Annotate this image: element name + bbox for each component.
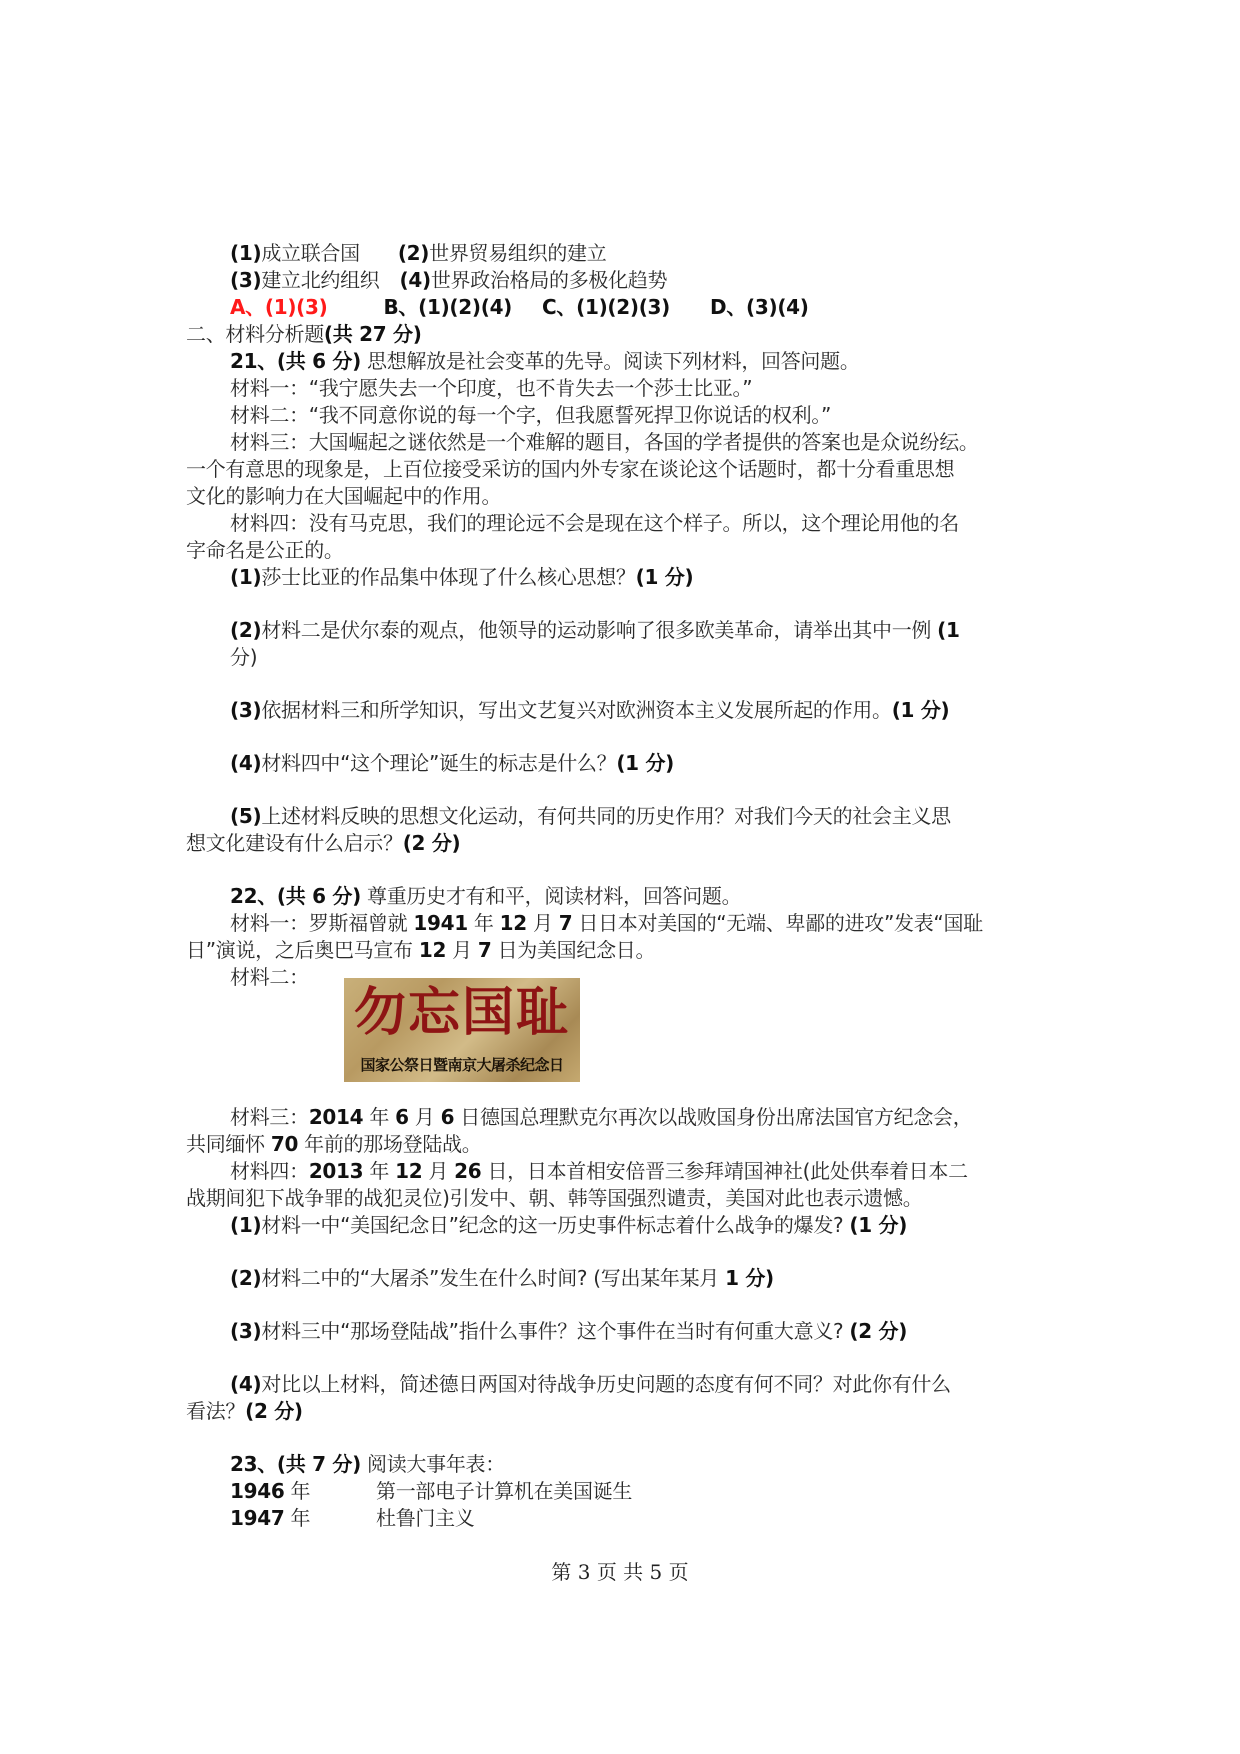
q21-material-4-line-2: 字命名是公正的。 [186, 538, 344, 562]
memorial-poster-image [344, 978, 580, 1082]
question-number: 21、(共 6 分) [230, 349, 361, 373]
q22-sub-3 [186, 1318, 1066, 1345]
section-score: (共 27 分) [323, 322, 422, 346]
text: 年 [363, 1159, 396, 1183]
q21-sub-4 [186, 750, 1066, 777]
month: 12 [395, 1159, 423, 1183]
text: 月 [446, 938, 478, 962]
option-number: (4) [399, 268, 431, 292]
q21-material-4-line-1: 材料四：没有马克思，我们的理论远不会是现在这个样子。所以，这个理论用他的名 [230, 511, 959, 535]
sub-number: (4) [230, 751, 262, 775]
option-text: 世界贸易组织的建立 [429, 241, 607, 265]
text: 日日本对美国的“无端、卑鄙的进攻”发表“国耻 [572, 911, 983, 935]
choice-c: C、(1)(2)(3) [542, 295, 671, 319]
q21-material-3-line-1: 材料三：大国崛起之谜依然是一个难解的题目，各国的学者提供的答案也是众说纷纭。 [230, 430, 979, 454]
sub-number: (1) [230, 1213, 262, 1237]
sub-score: (2 分) [245, 1399, 303, 1423]
text: 月 [422, 1159, 455, 1183]
q22-material-1-line-1 [186, 910, 1066, 937]
sub-text: 莎士比亚的作品集中体现了什么核心思想？ [261, 565, 636, 589]
page-number-footer: 第 3 页 共 5 页 [551, 1560, 689, 1584]
option-text: 建立北约组织 [261, 268, 380, 292]
sub-score: (1 [937, 618, 960, 642]
sub-text: 材料二是伏尔泰的观点，他领导的运动影响了很多欧美革命，请举出其中一例 [261, 618, 938, 642]
option-text: 世界政治格局的多极化趋势 [430, 268, 668, 292]
sub-score: (1 分) [891, 698, 950, 722]
q21-material-2: 材料二：“我不同意你说的每一个字，但我愿誓死捍卫你说话的权利。” [230, 403, 832, 427]
sub-text: 材料一中“美国纪念日”纪念的这一历史事件标志着什么战争的爆发? [261, 1213, 850, 1237]
sub-number: (2) [230, 1266, 262, 1290]
q21-material-3-line-3: 文化的影响力在大国崛起中的作用。 [186, 484, 502, 508]
text: 日为美国纪念日。 [491, 938, 656, 962]
q21-sub-5-cont [186, 830, 1066, 857]
q22-heading [186, 883, 1066, 910]
sub-score: (2 分) [849, 1319, 908, 1343]
timeline-event: 第一部电子计算机在美国诞生 [376, 1479, 633, 1503]
q21-heading [186, 348, 1066, 375]
day: 6 [440, 1105, 455, 1129]
text: 年 [467, 911, 500, 935]
month: 6 [395, 1105, 409, 1129]
q20-option-line-1 [186, 240, 1066, 267]
q20-choices [186, 294, 1066, 321]
q22-sub-2 [186, 1265, 1066, 1292]
option-number: (2) [397, 241, 430, 265]
q21-sub-1 [186, 564, 1066, 591]
question-prompt: 阅读大事年表： [360, 1452, 505, 1476]
choice-a-answer: A、(1)(3) [230, 295, 328, 319]
q22-material-4-line-1 [186, 1158, 1066, 1185]
year: 2014 [308, 1105, 364, 1129]
text: 日，日本首相安倍晋三参拜靖国神社(此处供奉着日本二 [481, 1159, 968, 1183]
year: 2013 [308, 1159, 364, 1183]
sub-text: 依据材料三和所学知识，写出文艺复兴对欧洲资本主义发展所起的作用。 [261, 698, 892, 722]
month: 12 [418, 938, 447, 962]
number: 70 [270, 1132, 299, 1156]
sub-number: (1) [230, 565, 262, 589]
q22-sub-4-cont [186, 1398, 1066, 1425]
q21-sub-3 [186, 697, 1066, 724]
month: 12 [499, 911, 527, 935]
q21-sub-2-cont [186, 644, 1066, 671]
text: 月 [408, 1105, 441, 1129]
q21-material-1: 材料一：“我宁愿失去一个印度，也不肯失去一个莎士比亚。” [230, 376, 753, 400]
choice-b: B、(1)(2)(4) [383, 295, 513, 319]
text: 年 [363, 1105, 396, 1129]
timeline-year [230, 1505, 376, 1532]
text: 月 [526, 911, 559, 935]
text: 材料三： [230, 1105, 309, 1129]
q22-material-3-line-2 [186, 1131, 1066, 1158]
section-title [186, 321, 1066, 348]
q22-sub-1 [186, 1212, 1066, 1239]
sub-number: (5) [230, 804, 262, 828]
poster-title: 勿忘国耻 [353, 982, 570, 1043]
question-prompt: 尊重历史才有和平，阅读材料，回答问题。 [360, 884, 742, 908]
q22-material-4-line-2: 战期间犯下战争罪的战犯灵位)引发中、朝、韩等国强烈谴责，美国对此也表示遗憾。 [186, 1186, 923, 1210]
sub-text: 材料二中的“大屠杀”发生在什么时间? (写出某年某月 [261, 1266, 726, 1290]
sub-number: (4) [230, 1372, 262, 1396]
text: 日”演说，之后奥巴马宣布 [186, 938, 419, 962]
sub-text: 对比以上材料，简述德日两国对待战争历史问题的态度有何不同？对此你有什么 [261, 1372, 951, 1396]
sub-score: 1 分) [725, 1266, 774, 1290]
section-title-text: 二、材料分析题 [186, 322, 324, 346]
q21-sub-5 [186, 803, 1066, 830]
timeline-row [186, 1478, 1066, 1505]
sub-score: (1 分) [635, 565, 694, 589]
sub-text: 上述材料反映的思想文化运动，有何共同的历史作用？对我们今天的社会主义思 [261, 804, 951, 828]
q21-material-3-line-2: 一个有意思的现象是，上百位接受采访的国内外专家在谈论这个话题时，都十分看重思想 [186, 457, 955, 481]
timeline-event: 杜鲁门主义 [376, 1506, 475, 1530]
option-number: (3) [230, 268, 262, 292]
q21-sub-2 [186, 617, 1066, 644]
question-prompt: 思想解放是社会变革的先导。阅读下列材料，回答问题。 [360, 349, 860, 373]
question-number: 23、(共 7 分) [230, 1452, 361, 1476]
sub-text: 材料四中“这个理论”诞生的标志是什么？ [261, 751, 617, 775]
text: 共同缅怀 [186, 1132, 271, 1156]
sub-text: 看法？ [186, 1399, 246, 1423]
text: 年前的那场登陆战。 [298, 1132, 482, 1156]
q23-heading [186, 1451, 1066, 1478]
text: 材料一：罗斯福曾就 [230, 911, 414, 935]
unit: 年 [284, 1479, 311, 1503]
sub-text: 想文化建设有什么启示？ [186, 831, 403, 855]
option-text: 成立联合国 [261, 241, 360, 265]
text: 日德国总理默克尔再次以战败国身份出席法国官方纪念会， [454, 1105, 973, 1129]
poster-subtitle: 国家公祭日暨南京大屠杀纪念日 [360, 1056, 564, 1074]
unit: 年 [284, 1506, 311, 1530]
option-number: (1) [230, 241, 262, 265]
sub-number: (2) [230, 618, 262, 642]
day: 7 [477, 938, 492, 962]
choice-d: D、(3)(4) [710, 295, 809, 319]
year: 1947 [230, 1506, 285, 1530]
q22-sub-4 [186, 1371, 1066, 1398]
sub-score: (1 分) [616, 751, 675, 775]
sub-score: (1 分) [849, 1213, 908, 1237]
day: 26 [454, 1159, 482, 1183]
question-number: 22、(共 6 分) [230, 884, 361, 908]
year: 1941 [413, 911, 468, 935]
sub-score-cont: 分) [230, 645, 258, 669]
timeline-year [230, 1478, 376, 1505]
sub-number: (3) [230, 698, 262, 722]
q22-material-3-line-1 [186, 1104, 1066, 1131]
q22-material-2-label: 材料二： [230, 965, 309, 989]
sub-number: (3) [230, 1319, 262, 1343]
year: 1946 [230, 1479, 285, 1503]
sub-text: 材料三中“那场登陆战”指什么事件？这个事件在当时有何重大意义? [261, 1319, 850, 1343]
q20-option-line-2 [186, 267, 1066, 294]
q22-material-1-line-2 [186, 937, 1066, 964]
timeline-row [186, 1505, 1066, 1532]
sub-score: (2 分) [402, 831, 461, 855]
text: 材料四： [230, 1159, 309, 1183]
day: 7 [558, 911, 573, 935]
